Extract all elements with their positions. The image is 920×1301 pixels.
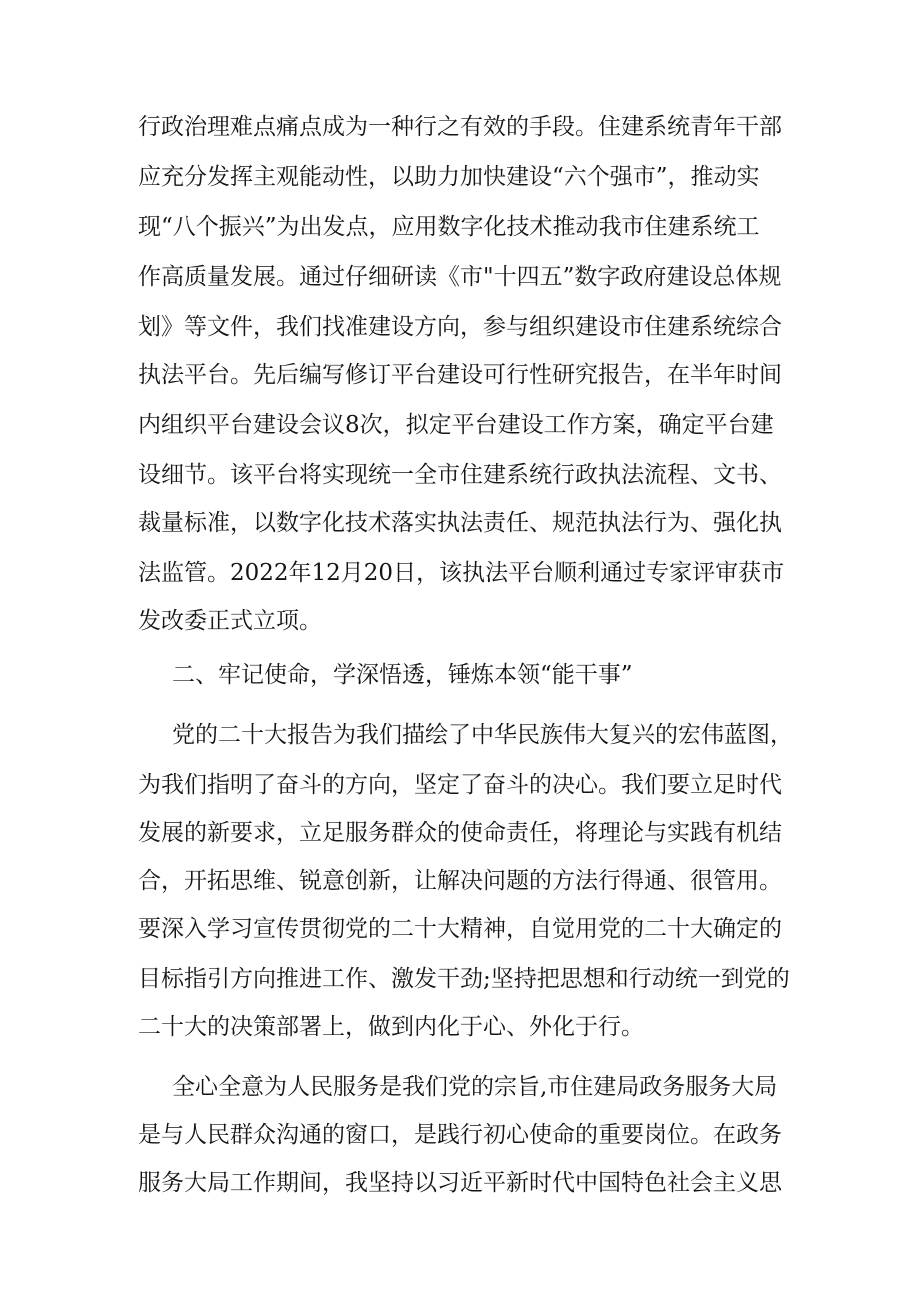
text-line: 是与人民群众沟通的窗口，是践行初心使命的重要岗位。在政务 [138,1122,782,1148]
text-line: 内组织平台建设会议8次，拟定平台建设工作方案，确定平台建 [138,412,774,438]
text-line: 裁量标准，以数字化技术落实执法责任、规范执法行为、强化执 [138,510,782,536]
text-line: 执法平台。先后编写修订平台建设可行性研究报告，在半年时间 [138,362,782,388]
text-line: 应充分发挥主观能动性，以助力加快建设“六个强市”，推动实 [138,164,760,190]
section-heading: 二、牢记使命，学深悟透，锤炼本领“能干事” [172,662,633,688]
text-line: 发展的新要求，立足服务群众的使命责任，将理论与实践有机结 [138,820,782,846]
text-line: 二十大的决策部署上，做到内化于心、外化于行。 [138,1014,644,1040]
text-line: 为我们指明了奋斗的方向，坚定了奋斗的决心。我们要立足时代 [138,772,782,798]
text-line: 设细节。该平台将实现统一全市住建系统行政执法流程、文书、 [138,462,782,488]
text-line: 服务大局工作期间，我坚持以习近平新时代中国特色社会主义思 [138,1170,782,1196]
text-line: 作高质量发展。通过仔细研读《市"十四五”数字政府建设总体规 [138,264,782,290]
text-line: 法监管。2022年12月20日，该执法平台顺利通过专家评审获市 [138,560,785,586]
text-line: 目标指引方向推进工作、激发干劲;坚持把思想和行动统一到党的 [138,966,790,992]
text-line: 要深入学习宣传贯彻党的二十大精神，自觉用党的二十大确定的 [138,916,782,942]
text-line: 行政治理难点痛点成为一种行之有效的手段。住建系统青年干部 [138,114,782,140]
text-line: 发改委正式立项。 [138,608,322,634]
text-line: 划》等文件，我们找准建设方向，参与组织建设市住建系统综合 [138,314,782,340]
text-line: 合，开拓思维、锐意创新，让解决问题的方法行得通、很管用。 [138,868,782,894]
text-line: 现“八个振兴”为出发点，应用数字化技术推动我市住建系统工 [138,214,760,240]
text-line: 党的二十大报告为我们描绘了中华民族伟大复兴的宏伟蓝图， [172,722,793,748]
text-line: 全心全意为人民服务是我们党的宗旨,市住建局政务服务大局 [172,1074,778,1100]
